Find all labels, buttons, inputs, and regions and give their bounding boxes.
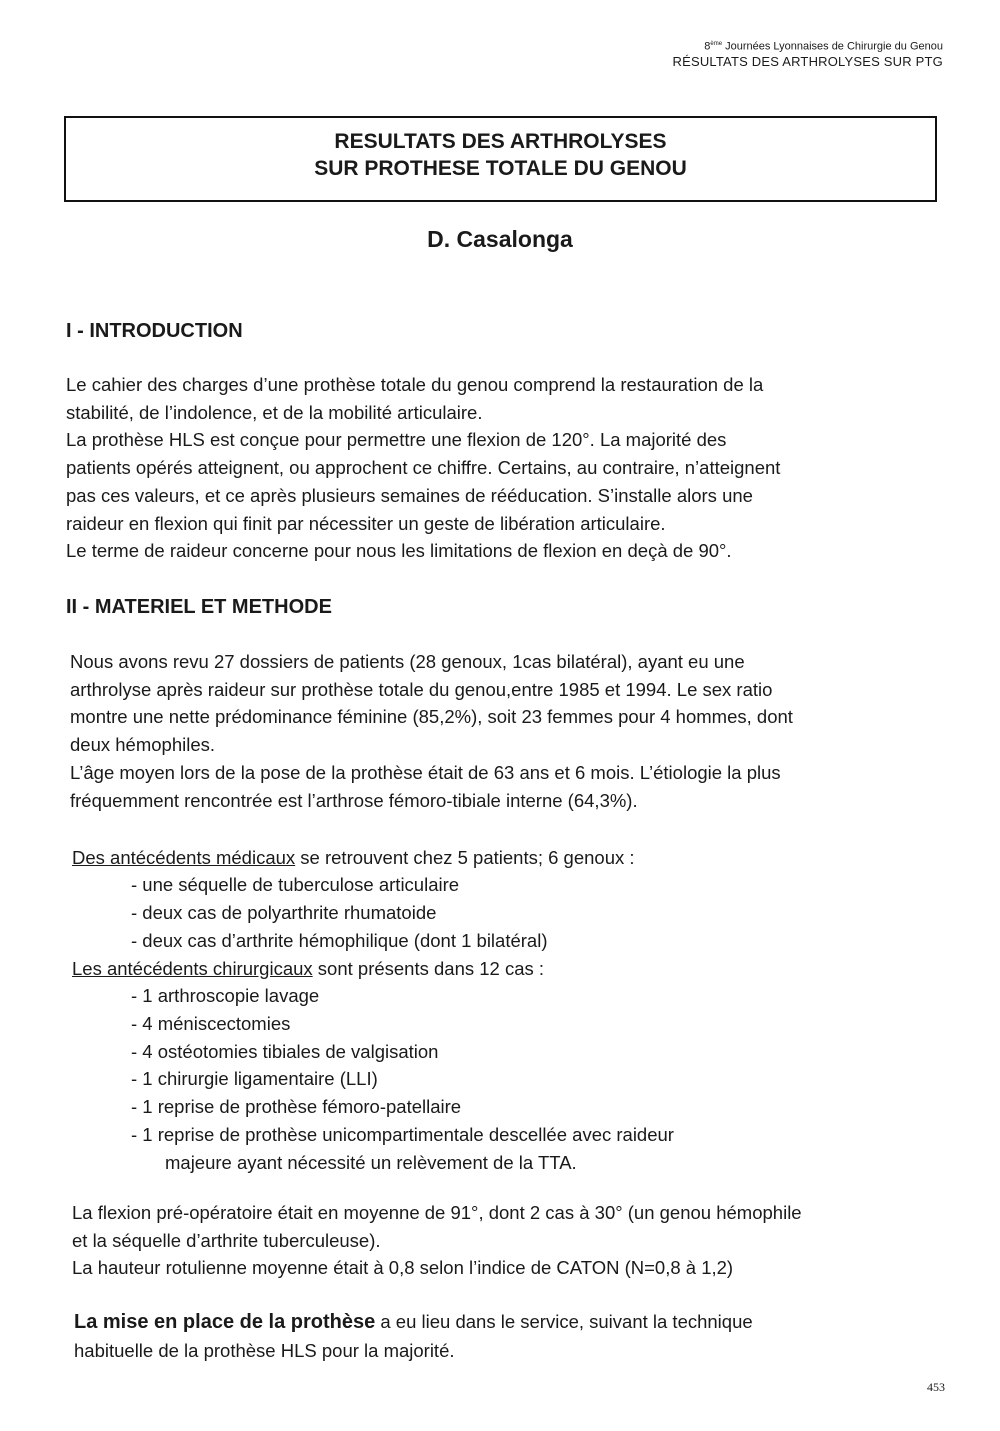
flexion-paragraph	[72, 1199, 930, 1282]
text-line: Le terme de raideur concerne pour nous les limitations de flexion en deçà de 90°.	[66, 540, 732, 562]
introduction-paragraph	[66, 371, 928, 565]
medical-history-list	[131, 871, 547, 954]
title-line-1: RESULTATS DES ARTHROLYSES	[334, 130, 667, 153]
surgical-history-list	[131, 982, 674, 1177]
materiel-paragraph	[70, 648, 928, 814]
text-line: pas ces valeurs, et ce après plusieurs semaines de rééducation. S’installe alors une	[66, 484, 753, 506]
text-line: La flexion pré-opératoire était en moyenne de 91°, dont 2 cas à 30° (un genou hémophile	[72, 1202, 802, 1223]
list-item-continuation: majeure ayant nécessité un relèvement de la TTA.	[165, 1151, 577, 1173]
prosthesis-bold-lead: La mise en place de la prothèse	[74, 1311, 376, 1333]
list-item: - 4 ostéotomies tibiales de valgisation	[131, 1040, 439, 1062]
text-line: deux hémophiles.	[70, 734, 216, 756]
list-item: - 1 reprise de prothèse fémoro-patellaire	[131, 1096, 462, 1118]
header-journal-line: 8ème Journées Lyonnaises de Chirurgie du Genou	[704, 40, 943, 53]
page-number: 453	[927, 1380, 945, 1394]
prosthesis-paragraph: La mise en place de la prothèse a eu lieu dans le service, suivant la technique habituelle de la prothèse HLS pour la majorité.	[74, 1308, 930, 1364]
list-item: - deux cas d’arthrite hémophilique (dont 1 bilatéral)	[131, 929, 548, 951]
running-header	[672, 38, 943, 70]
list-item: - 4 méniscectomies	[131, 1012, 291, 1034]
list-item: - 1 arthroscopie lavage	[131, 985, 320, 1006]
text-line: habituelle de la prothèse HLS pour la majorité.	[74, 1339, 455, 1361]
title-line-2: SUR PROTHESE TOTALE DU GENOU	[314, 157, 687, 180]
text-line: Le cahier des charges d’une prothèse totale du genou comprend la restauration de la	[66, 374, 764, 395]
text-line: Nous avons revu 27 dossiers de patients (28 genoux, 1cas bilatéral), ayant eu une	[70, 651, 745, 672]
header-title-line: RÉSULTATS DES ARTHROLYSES SUR PTG	[672, 53, 943, 69]
text-line: patients opérés atteignent, ou approchent ce chiffre. Certains, au contraire, n’atteignent	[66, 457, 781, 479]
title-box	[64, 116, 937, 202]
text-line: La prothèse HLS est conçue pour permettre une flexion de 120°. La majorité des	[66, 429, 727, 451]
text-line: arthrolyse après raideur sur prothèse totale du genou,entre 1985 et 1994. Le sex ratio	[70, 678, 773, 700]
text-line: raideur en flexion qui finit par nécessiter un geste de libération articulaire.	[66, 512, 666, 534]
list-item: - deux cas de polyarthrite rhumatoide	[131, 901, 437, 923]
section-heading-introduction: I - INTRODUCTION	[66, 320, 243, 342]
section-heading-materiel: II - MATERIEL ET METHODE	[66, 596, 332, 618]
author: D. Casalonga	[427, 226, 573, 252]
medical-history-label: Des antécédents médicaux	[72, 847, 296, 868]
text-line: La hauteur rotulienne moyenne était à 0,8 selon l’indice de CATON (N=0,8 à 1,2)	[72, 1257, 734, 1279]
medical-history-intro: Des antécédents médicaux se retrouvent chez 5 patients; 6 genoux :	[72, 847, 635, 868]
surgical-history-label: Les antécédents chirurgicaux	[72, 958, 313, 979]
text-line: et la séquelle d’arthrite tuberculeuse).	[72, 1229, 381, 1251]
text-line: stabilité, de l’indolence, et de la mobilité articulaire.	[66, 401, 483, 423]
text-line: fréquemment rencontrée est l’arthrose fémoro-tibiale interne (64,3%).	[70, 789, 638, 811]
text-line: montre une nette prédominance féminine (85,2%), soit 23 femmes pour 4 hommes, dont	[70, 706, 793, 728]
list-item: - une séquelle de tuberculose articulaire	[131, 874, 460, 895]
list-item: - 1 reprise de prothèse unicompartimentale descellée avec raideur	[131, 1123, 674, 1145]
surgical-history-intro: Les antécédents chirurgicaux sont présents dans 12 cas :	[72, 958, 545, 979]
text-line: L’âge moyen lors de la pose de la prothèse était de 63 ans et 6 mois. L’étiologie la plus	[70, 761, 781, 783]
list-item: - 1 chirurgie ligamentaire (LLI)	[131, 1068, 378, 1090]
